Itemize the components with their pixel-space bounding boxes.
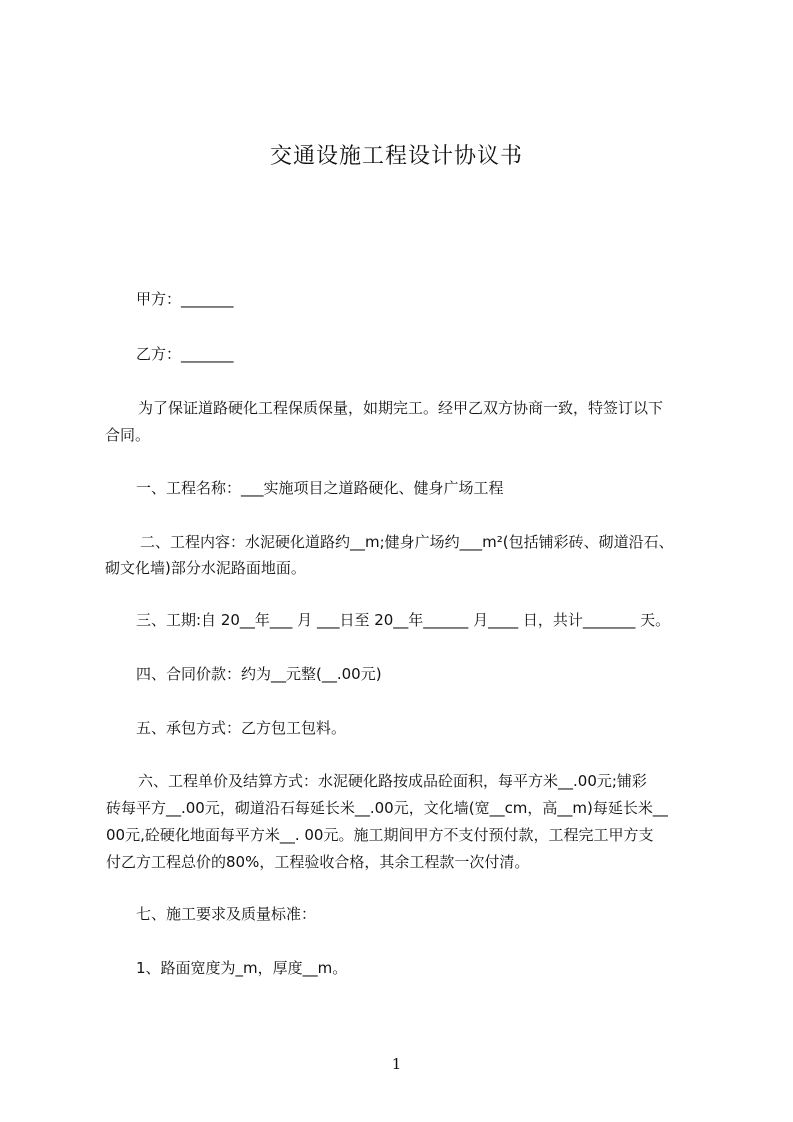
section-6-pricing-line-4: 付乙方工程总价的80%，工程验收合格，其余工程款一次付清。 [106,853,530,871]
section-1-project-name: 一、工程名称：___实施项目之道路硬化、健身广场工程 [136,479,504,497]
section-6-pricing-line-3: 00元,砼硬化地面每平方米__. 00元。施工期间甲方不支付预付款，工程完工甲方支 [106,826,654,844]
section-5-contract-method: 五、承包方式：乙方包工包料。 [136,719,347,737]
section-2-content-line-1: 二、工程内容：水泥硬化道路约__m;健身广场约___m²(包括铺彩砖、砌道沿石、 [140,533,674,551]
intro-paragraph-line-2: 合同。 [105,426,151,444]
document-title: 交通设施工程设计协议书 [269,144,523,169]
section-6-pricing-line-1: 六、工程单价及结算方式：水泥硬化路按成品砼面积，每平方米__.00元;铺彩 [138,772,647,790]
party-b-line: 乙方：_______ [136,345,234,363]
item-1-road-dimensions: 1、路面宽度为_m，厚度__m。 [136,959,348,977]
section-4-contract-price: 四、合同价款：约为__元整(__.00元) [136,665,382,683]
intro-paragraph-line-1: 为了保证道路硬化工程保质保量，如期完工。经甲乙双方协商一致，特签订以下 [138,399,664,417]
section-2-content-line-2: 砌文化墙)部分水泥路面地面。 [105,559,306,577]
section-6-pricing-line-2: 砖每平方__.00元，砌道沿石每延长米__.00元，文化墙(宽__cm，高__m)每延长米__ [106,799,668,817]
section-3-schedule: 三、工期:自 20__年___ 月 ___日至 20__年______ 月____ 日，共计_______ 天。 [136,611,671,629]
party-a-line: 甲方：_______ [136,290,234,308]
page-number: 1 [391,1055,402,1073]
section-7-requirements: 七、施工要求及质量标准： [136,905,317,923]
